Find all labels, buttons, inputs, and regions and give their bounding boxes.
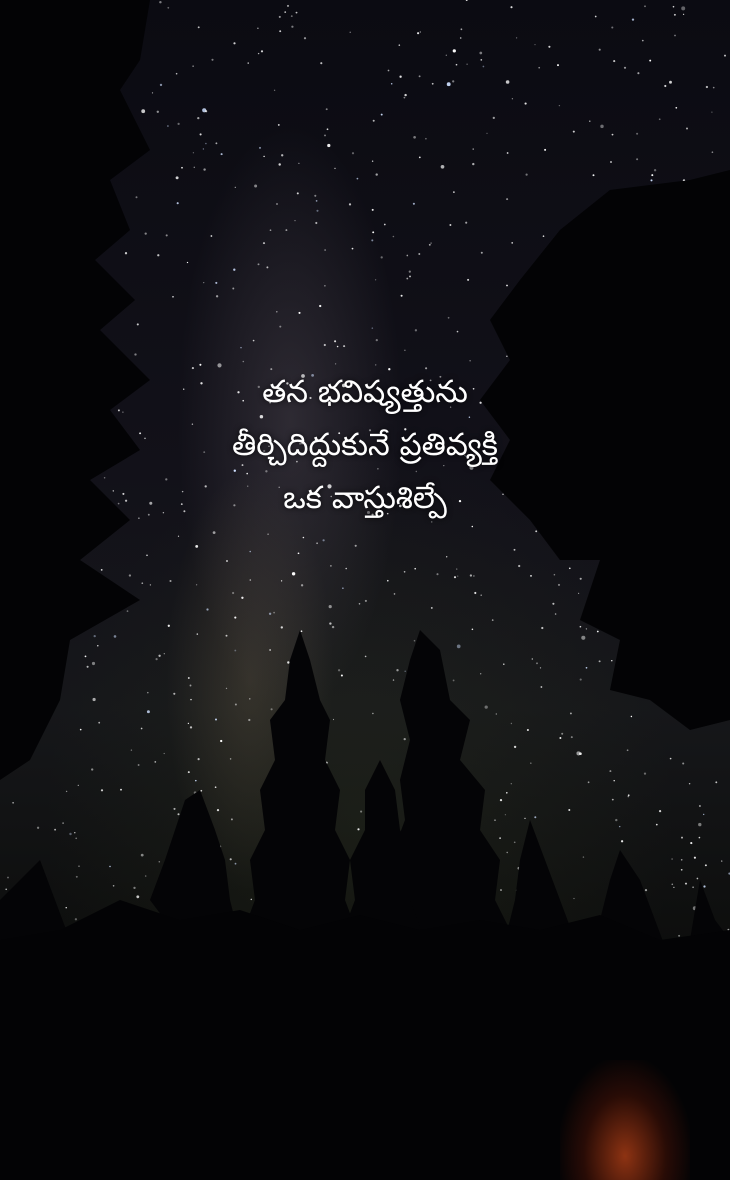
quote-line-1: తన భవిష్యత్తును [262, 374, 468, 410]
quote-line-3: ఒక వాస్తుశిల్పే [283, 480, 447, 516]
quote-line-2: తీర్చిదిద్దుకునే ప్రతివ్యక్తి [232, 427, 498, 463]
center-pine-1 [240, 630, 360, 940]
campfire-glow [560, 1060, 690, 1180]
telugu-quote [0, 366, 730, 525]
